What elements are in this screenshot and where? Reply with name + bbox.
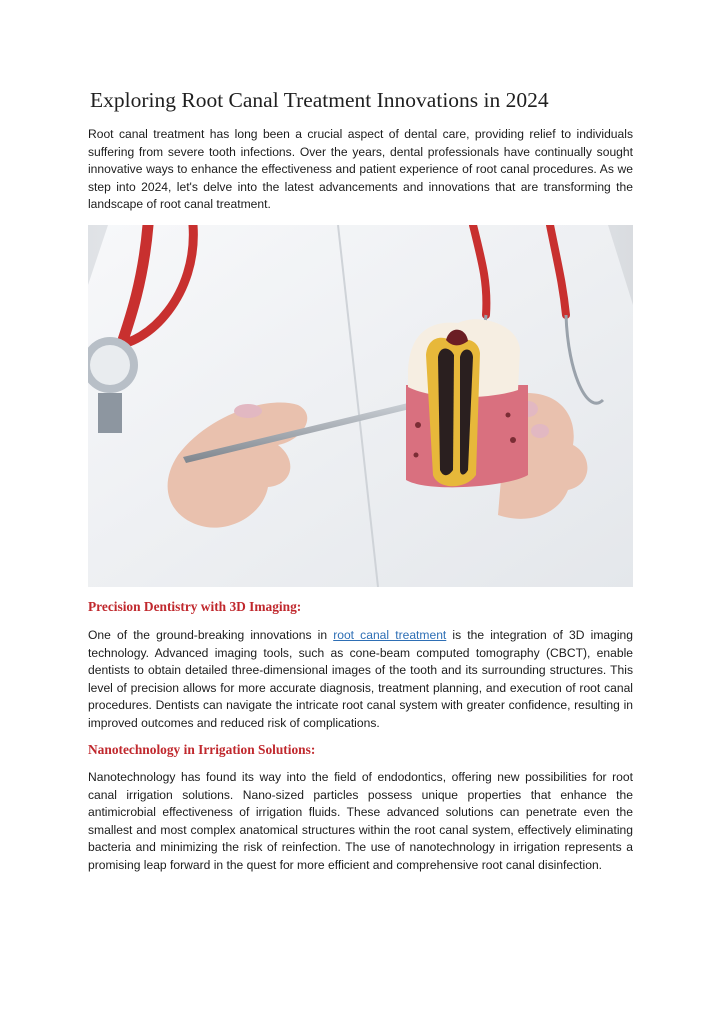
section-heading-nanotechnology: Nanotechnology in Irrigation Solutions: xyxy=(88,742,316,757)
section-heading-3d-imaging: Precision Dentistry with 3D Imaging: xyxy=(88,599,302,614)
paragraph-text: is the integration of 3D imaging technology. Advanced imaging tools, such as cone-beam computed tomography (CBCT), enable dentists to obtain detailed three-dimensional images of the tooth and its surrounding structures. This level of precision allows for more accurate diagnosis, treatment planning, and execution of root canal procedures. Dentists can navigate the intricate root canal system with greater confidence, resulting in improved outcomes and reduced risk of complications. xyxy=(88,628,633,730)
paragraph-text: One of the ground-breaking innovations in xyxy=(88,628,334,642)
root-canal-treatment-link[interactable]: root canal treatment xyxy=(333,628,447,642)
page-title: Exploring Root Canal Treatment Innovations in 2024 xyxy=(90,88,549,112)
intro-paragraph: Root canal treatment has long been a crucial aspect of dental care, providing relief to individuals suffering from severe tooth infections. Over the years, dental professionals have continually sought innovative ways to enhance the effectiveness and patient experience of root canal procedures. As we step into 2024, let's delve into the latest advancements and innovations that are transforming the landscape of root canal treatment. xyxy=(88,127,633,212)
tooth-model-photo xyxy=(88,225,633,587)
section-paragraph-nanotechnology: Nanotechnology has found its way into the field of endodontics, offering new possibilities for root canal irrigation solutions. Nano-sized particles possess unique properties that enhance the antimicrobial effectiveness of irrigation fluids. These advanced solutions can penetrate even the smallest and most complex anatomical structures within the root canal system, effectively eliminating bacteria and minimizing the risk of reinfection. The use of nanotechnology in irrigation represents a promising leap forward in the quest for more efficient and comprehensive root canal disinfection. xyxy=(88,770,633,872)
section-paragraph-3d-imaging xyxy=(88,627,633,733)
